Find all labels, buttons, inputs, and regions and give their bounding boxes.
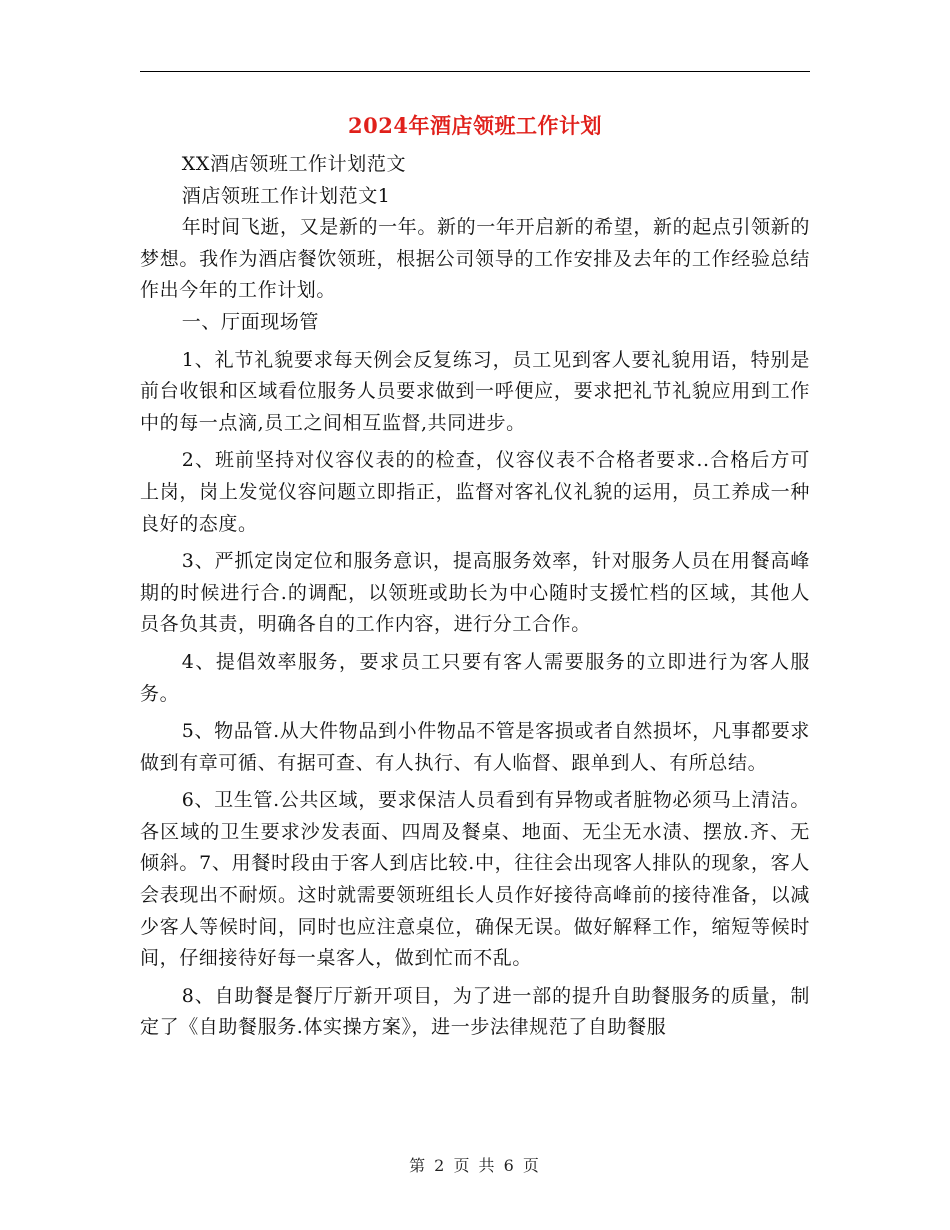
paragraph-item-2: 2、班前坚持对仪容仪表的的检查，仪容仪表不合格者要求..合格后方可上岗，岗上发觉仪容问题立即指正，监督对客礼仪礼貌的运用，员工养成一种良好的态度。 xyxy=(140,449,810,535)
paragraph-item-8: 8、自助餐是餐厅厅新开项目，为了进一部的提升自助餐服务的质量，制定了《自助餐服务.体实操方案》，进一步法律规范了自助餐服 xyxy=(140,984,810,1039)
header-rule xyxy=(140,71,810,72)
paragraph-section-heading: 一、厅面现场管 xyxy=(181,310,319,333)
paragraph-item-5: 5、物品管.从大件物品到小件物品不管是客损或者自然损坏，凡事都要求做到有章可循、有据可查、有人执行、有人临督、跟单到人、有所总结。 xyxy=(140,720,810,774)
paragraph-item-6: 6、卫生管.公共区域，要求保洁人员看到有异物或者脏物必须马上清洁。各区域的卫生要求沙发表面、四周及餐桌、地面、无尘无水渍、摆放.齐、无倾斜。7、用餐时段由于客人到店比较.中，往往会出现客人排队的现象，客人会表现出不耐烦。这时就需要领班组长人员作好接待高峰前的接待准备，以减少客人等候时间，同时也应注意桌位，确保无误。做好解释工作，缩短等候时间，仔细接待好每一桌客人，做到忙而不乱。 xyxy=(140,789,810,970)
paragraph-item-4: 4、提倡效率服务，要求员工只要有客人需要服务的立即进行为客人服务。 xyxy=(140,650,810,705)
paragraph-intro: 年时间飞逝，又是新的一年。新的一年开启新的希望，新的起点引领新的梦想。我作为酒店餐饮领班，根据公司领导的工作安排及去年的工作经验总结作出今年的工作计划。 xyxy=(140,216,810,302)
document-title: 2024年酒店领班工作计划 xyxy=(348,113,602,138)
paragraph-item-3: 3、严抓定岗定位和服务意识，提高服务效率，针对服务人员在用餐高峰期的时候进行合.的调配，以领班或助长为中心随时支援忙档的区域，其他人员各负其责，明确各自的工作内容，进行分工合作。 xyxy=(140,550,810,636)
paragraph-subtitle: XX酒店领班工作计划范文 xyxy=(181,153,407,175)
document-body xyxy=(140,149,810,1044)
paragraph-item-1: 1、礼节礼貌要求每天例会反复练习，员工见到客人要礼貌用语，特别是前台收银和区域看位服务人员要求做到一呼便应，要求把礼节礼貌应用到工作中的每一点滴,员工之间相互监督,共同进步。 xyxy=(140,348,810,434)
page-number: 第 2 页 共 6 页 xyxy=(409,1156,541,1175)
paragraph-heading: 酒店领班工作计划范文1 xyxy=(181,184,391,207)
